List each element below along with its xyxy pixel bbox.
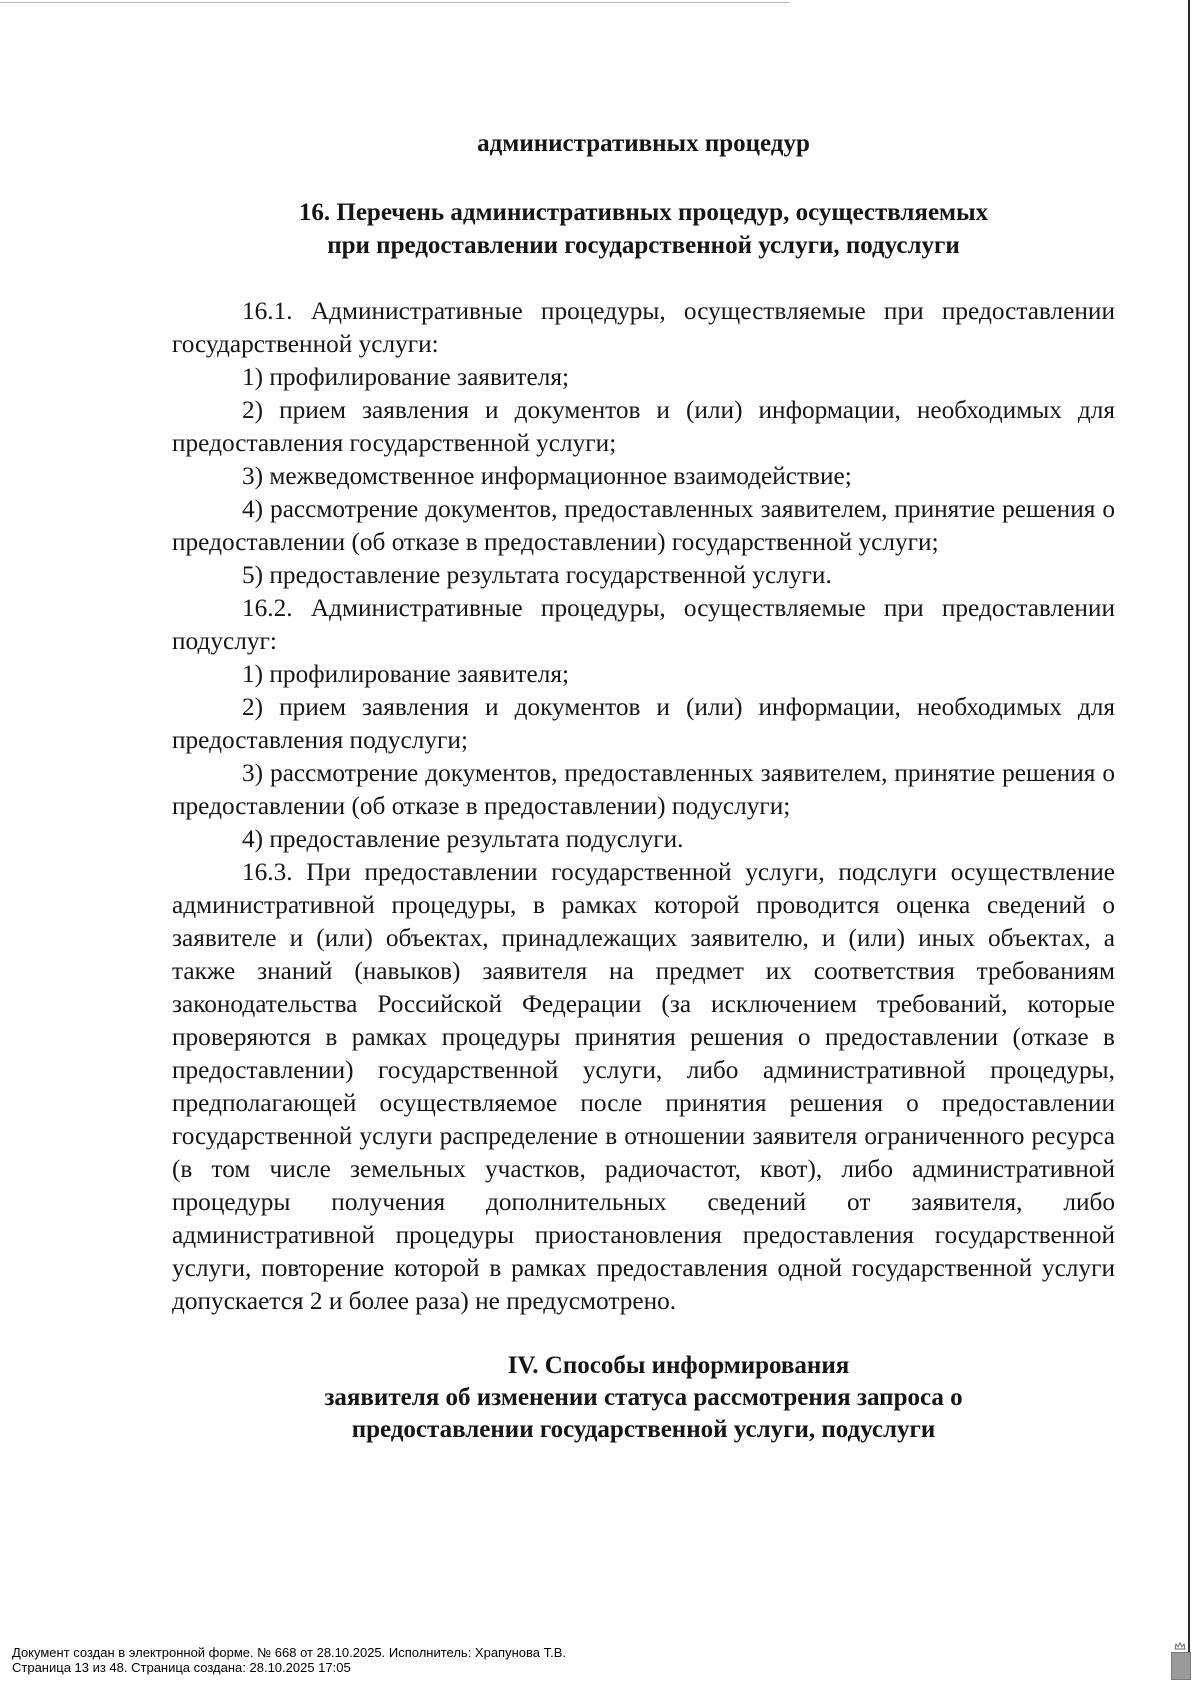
- heading-16-line1: 16. Перечень административных процедур, осуществляемых: [298, 199, 989, 226]
- document-page: [172, 128, 1115, 1446]
- paragraph-16-3: 16.3. При предоставлении государственной услуги, подслуги осуществление административной процедуры, в рамках которой проводится оценка сведений о заявителе и (или) объектах, принадлежащих заявителю, и (или) иных объектах, а также знаний (навыков) заявителя на предмет их соответствия требованиям законодательства Российской Федерации (за исключением требований, которые проверяются в рамках процедуры принятия решения о предоставлении (отказе в предоставлении) государственной услуги, либо административной процедуры, предполагающей осуществляемое после принятия решения о предоставлении государственной услуги распределение в отношении заявителя ограниченного ресурса (в том числе земельных участков, радиочастот, квот), либо административной процедуры получения дополнительных сведений от заявителя, либо административной процедуры приостановления предоставления государственной услуги, повторение которой в рамках предоставления одной государственной услуги допускается 2 и более раза) не предусмотрено.: [172, 858, 1115, 1315]
- heading-16-line2: при предоставлении государственной услуги, подуслуги: [327, 232, 960, 259]
- paragraph-16-2: 16.2. Административные процедуры, осуществляемые при предоставлении подуслуг:: [172, 594, 1115, 655]
- list-item: 4) рассмотрение документов, предоставленных заявителем, принятие решения о предоставлении (об отказе в предоставлении) государственной услуги;: [172, 495, 1115, 556]
- document-footer: [12, 1645, 566, 1675]
- footer-line-2: Страница 13 из 48. Страница создана: 28.10.2025 17:05: [12, 1660, 351, 1675]
- right-page-edge: [1188, 0, 1190, 1660]
- list-item: 1) профилирование заявителя;: [242, 660, 569, 688]
- paragraph-16-1: 16.1. Административные процедуры, осуществляемые при предоставлении государственной услуги:: [172, 297, 1115, 358]
- emblem-stamp-icon: [1168, 1642, 1192, 1678]
- stamp-box: [1171, 1652, 1191, 1680]
- top-scan-rule: [0, 2, 790, 3]
- list-item: 1) профилирование заявителя;: [242, 363, 569, 391]
- heading-iv-line3: предоставлении государственной услуги, подуслуги: [351, 1416, 936, 1443]
- body-text: [172, 295, 1115, 1318]
- list-item: 4) предоставление результата подуслуги.: [242, 825, 684, 853]
- heading-iv-line2: заявителя об изменении статуса рассмотрения запроса о: [324, 1384, 963, 1411]
- list-item: 3) межведомственное информационное взаимодействие;: [242, 462, 852, 490]
- heading-16: [172, 196, 1115, 262]
- heading-iv-line1: IV. Способы информирования: [507, 1352, 850, 1379]
- list-item: 2) прием заявления и документов и (или) информации, необходимых для предоставления подуслуги;: [172, 693, 1115, 754]
- crown-icon: [1174, 1642, 1186, 1650]
- list-item: 3) рассмотрение документов, предоставленных заявителем, принятие решения о предоставлении (об отказе в предоставлении) подуслуги;: [172, 759, 1115, 820]
- list-item: 5) предоставление результата государственной услуги.: [242, 561, 832, 589]
- footer-line-1: Документ создан в электронной форме. № 668 от 28.10.2025. Исполнитель: Храпунова Т.В.: [12, 1645, 567, 1660]
- list-item: 2) прием заявления и документов и (или) информации, необходимых для предоставления государственной услуги;: [172, 396, 1115, 457]
- section-title-continued: административных процедур: [477, 130, 810, 157]
- heading-iv: [172, 1350, 1115, 1446]
